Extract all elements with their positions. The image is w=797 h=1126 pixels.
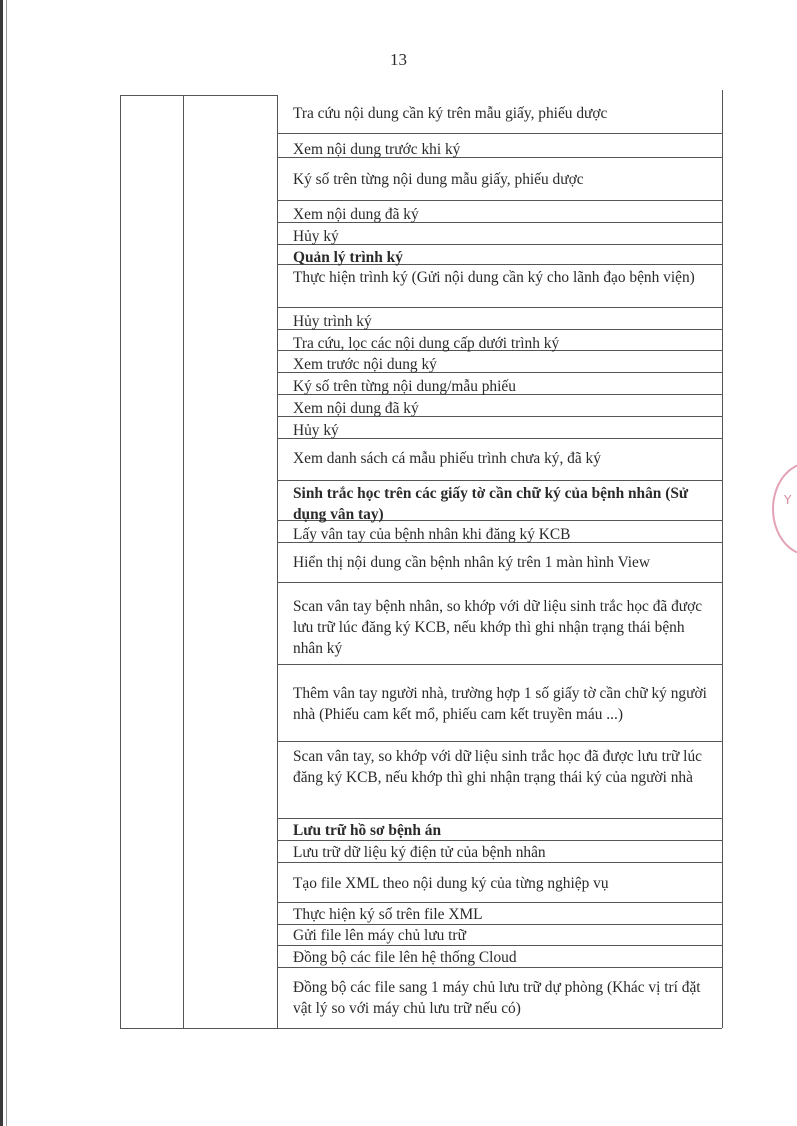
row-divider (277, 200, 722, 201)
stamp-mark: Y (784, 493, 792, 507)
function-row-text: Scan vân tay, so khớp với dữ liệu sinh trắc học đã được lưu trữ lúc đăng ký KCB, nếu khớp thì ghi nhận trạng thái ký của người nhà (293, 748, 702, 786)
function-row-text: Gửi file lên máy chủ lưu trữ (293, 927, 466, 944)
table-column-divider (277, 95, 278, 1028)
table-column-divider (183, 95, 184, 1028)
function-row-text: Xem trước nội dung ký (293, 356, 437, 373)
function-row-text: Ký số trên từng nội dung/mẫu phiếu (293, 378, 516, 395)
function-row-text: Hiển thị nội dung cần bệnh nhân ký trên 1 màn hình View (293, 554, 650, 571)
function-row-text: Xem nội dung trước khi ký (293, 141, 461, 158)
function-row-text: Tra cứu, lọc các nội dung cấp dưới trình ký (293, 335, 560, 352)
table-border-bottom (120, 1028, 722, 1029)
row-divider (277, 307, 722, 308)
function-row-text: Tạo file XML theo nội dung ký của từng nghiệp vụ (293, 875, 609, 892)
table-border-right (722, 90, 723, 1028)
function-row-text: Lưu trữ dữ liệu ký điện tử của bệnh nhân (293, 844, 546, 861)
function-row-text: Ký số trên từng nội dung mẫu giấy, phiếu dược (293, 171, 584, 188)
row-divider (277, 902, 722, 903)
section-heading: Lưu trữ hồ sơ bệnh án (293, 822, 442, 839)
row-divider (277, 133, 722, 134)
function-row-text: Scan vân tay bệnh nhân, so khớp với dữ liệu sinh trắc học đã được lưu trữ lúc đăng ký KCB, nếu khớp thì ghi nhận trạng thái bệnh nhân ký (293, 598, 703, 657)
row-divider (277, 818, 722, 819)
red-stamp-seal (772, 462, 797, 556)
function-row-text: Thêm vân tay người nhà, trường hợp 1 số giấy tờ cần chữ ký người nhà (Phiếu cam kết mổ, phiếu cam kết truyền máu ...) (293, 685, 707, 723)
function-row-text: Đồng bộ các file sang 1 máy chủ lưu trữ dự phòng (Khác vị trí đặt vật lý so với máy chủ lưu trữ nếu có) (293, 979, 701, 1017)
scan-left-edge-inner (6, 0, 7, 1126)
function-row-text: Hủy trình ký (293, 313, 372, 330)
function-row-text: Xem nội dung đã ký (293, 206, 419, 223)
row-divider (277, 582, 722, 583)
row-divider (277, 664, 722, 665)
function-row-text: Thực hiện trình ký (Gửi nội dung cần ký cho lãnh đạo bệnh viện) (293, 269, 695, 286)
function-row-text: Xem nội dung đã ký (293, 400, 419, 417)
scan-left-edge (0, 0, 3, 1126)
function-row-text: Xem danh sách cá mẫu phiếu trình chưa ký, đã ký (293, 450, 601, 467)
function-row-text: Hủy ký (293, 228, 339, 245)
row-divider (277, 741, 722, 742)
section-heading: Sinh trắc học trên các giấy tờ cần chữ ký của bệnh nhân (Sử dụng vân tay) (293, 485, 689, 523)
function-row-text: Đồng bộ các file lên hệ thống Cloud (293, 949, 517, 966)
function-row-text: Hủy ký (293, 422, 339, 439)
function-row-text: Lấy vân tay của bệnh nhân khi đăng ký KCB (293, 526, 571, 543)
page-number: 13 (390, 50, 407, 69)
function-row-text: Thực hiện ký số trên file XML (293, 906, 483, 923)
table-border-top (120, 95, 277, 96)
function-row-text: Tra cứu nội dung cần ký trên mẫu giấy, phiếu dược (293, 105, 608, 122)
row-divider (277, 480, 722, 481)
section-heading: Quản lý trình ký (293, 249, 403, 266)
table-border-left (120, 95, 121, 1028)
